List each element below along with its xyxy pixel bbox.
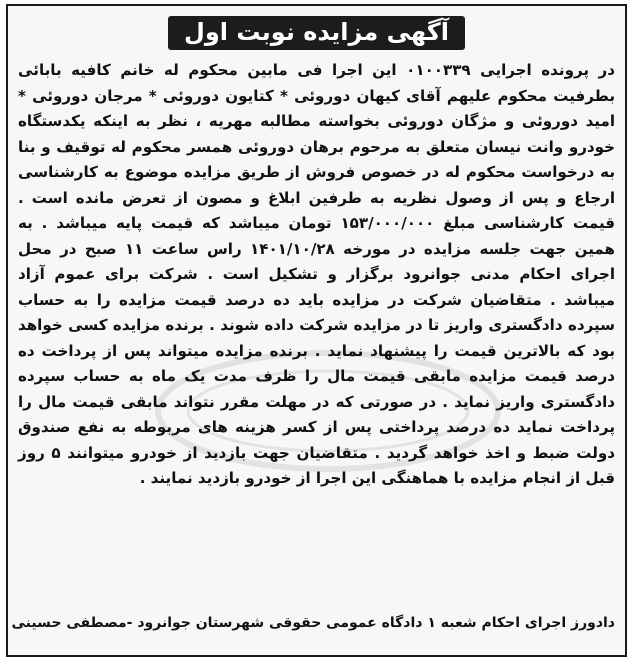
notice-frame [6,4,627,657]
notice-signature: دادورز اجرای احکام شعبه ۱ دادگاه عمومی حقوقی شهرستان جوانرود -مصطفی حسینی [11,615,615,631]
notice-title: آگهی مزایده نوبت اول [168,16,465,50]
title-container [8,16,625,50]
notice-body-text: در پرونده اجرایی ۰۱۰۰۳۳۹ این اجرا فی مابین محکوم له خانم کافیه بابائی بطرفیت محکوم علیهم آقای کیهان دوروئی * کتایون دوروئی * مرجان دوروئی * امید دوروئی و مژگان دوروئی بخواسته مطالبه مهریه ، نظر به اینکه یکدستگاه خودرو وانت نیسان متعلق به مرحوم برهان دوروئی همسر محکوم له توقیف و بنا به درخواست محکوم له در خصوص فروش از طریق مزایده موضوع به کارشناسی ارجاع و پس از وصول نظریه به طرفین ابلاغ و مصون از تعرض مانده است . قیمت کارشناسی مبلغ ۱۵۳/۰۰۰/۰۰۰ تومان میباشد که قیمت پایه میباشد . به همین جهت جلسه مزایده در مورخه ۱۴۰۱/۱۰/۲۸ راس ساعت ۱۱ صبح در محل اجرای احکام مدنی جوانرود برگزار و تشکیل است . شرکت برای عموم آزاد میباشد . متقاضیان شرکت در مزایده باید ده درصد قیمت مزایده را به حساب سپرده دادگستری واریز تا در مزایده شرکت داده شوند . برنده مزایده کسی خواهد بود که بالاترین قیمت را پیشنهاد نماید . برنده مزایده میتواند پس از پرداخت ده درصد قیمت مزایده مابقی قیمت مال را ظرف مدت یک ماه به حساب سپرده دادگستری واریز نماید . در صورتی که در مهلت مقرر نتواند مابقی قیمت مال را پرداخت نماید ده درصد پرداختی پس از کسر هزینه های مربوطه به نفع صندوق دولت ضبط و اخذ خواهد گردید . متقاضیان جهت بازدید از خودرو میتوانند ۵ روز قبل از انجام مزایده با هماهنگی این اجرا از خودرو بازدید نمایند . [18,61,615,487]
notice-body [18,58,615,492]
